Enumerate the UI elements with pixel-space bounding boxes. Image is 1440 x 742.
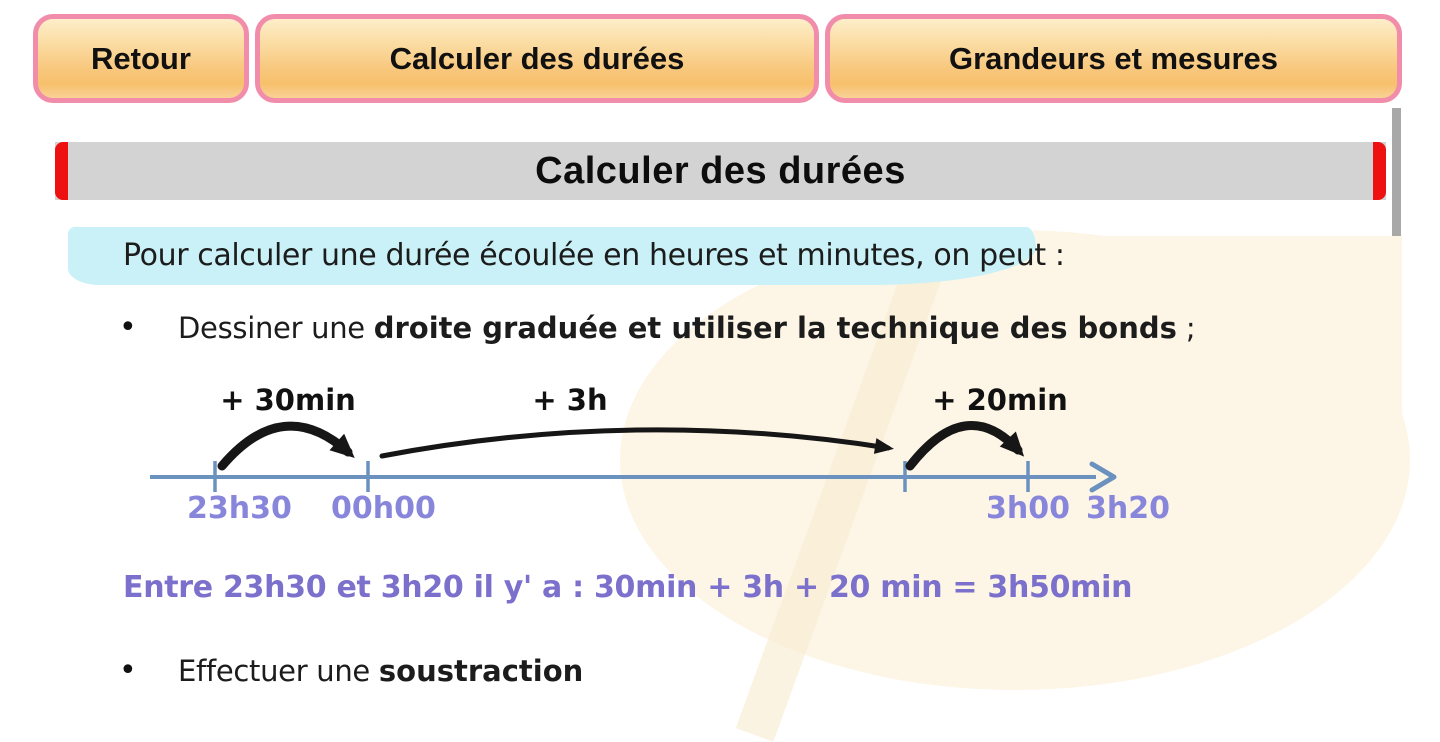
tick-label-23h30: 23h30 xyxy=(187,491,292,526)
bullet-2-bold: soustraction xyxy=(378,654,584,688)
title-bar-right-cap xyxy=(1373,142,1386,200)
jump-label-3h: + 3h xyxy=(532,383,608,417)
nav-button-current-lesson[interactable] xyxy=(255,14,819,103)
bullet-marker: • xyxy=(119,653,137,688)
tick-label-3h00: 3h00 xyxy=(986,491,1070,526)
duration-result-text: Entre 23h30 et 3h20 il y' a : 30min + 3h + 20 min = 3h50min xyxy=(123,570,1133,605)
title-bar-left-cap xyxy=(55,142,68,200)
bullet-1-bold: droite graduée et utiliser la technique des bonds xyxy=(373,311,1177,345)
nav-button-category-label: Grandeurs et mesures xyxy=(948,40,1279,76)
bullet-1-suffix: ; xyxy=(1176,311,1196,345)
vertical-scrollbar-thumb[interactable] xyxy=(1392,108,1401,236)
tick-label-3h20: 3h20 xyxy=(1086,491,1170,526)
nav-button-category[interactable] xyxy=(825,14,1402,103)
bullet-marker: • xyxy=(119,310,137,345)
jump-label-30min: + 30min xyxy=(220,383,356,417)
bullet-2-prefix: Effectuer une xyxy=(178,654,379,688)
jump-label-20min: + 20min xyxy=(932,383,1068,417)
lesson-bullet-1 xyxy=(178,306,1195,350)
page-title: Calculer des durées xyxy=(535,149,906,192)
lesson-intro-text: Pour calculer une durée écoulée en heures et minutes, on peut : xyxy=(123,238,1065,273)
back-button-label: Retour xyxy=(91,40,191,76)
lesson-title-bar xyxy=(55,142,1386,200)
lesson-bullet-2 xyxy=(178,649,583,693)
bullet-1-prefix: Dessiner une xyxy=(178,311,374,345)
tick-label-00h00: 00h00 xyxy=(331,491,436,526)
nav-button-current-lesson-label: Calculer des durées xyxy=(389,40,685,76)
back-button[interactable] xyxy=(33,14,249,103)
